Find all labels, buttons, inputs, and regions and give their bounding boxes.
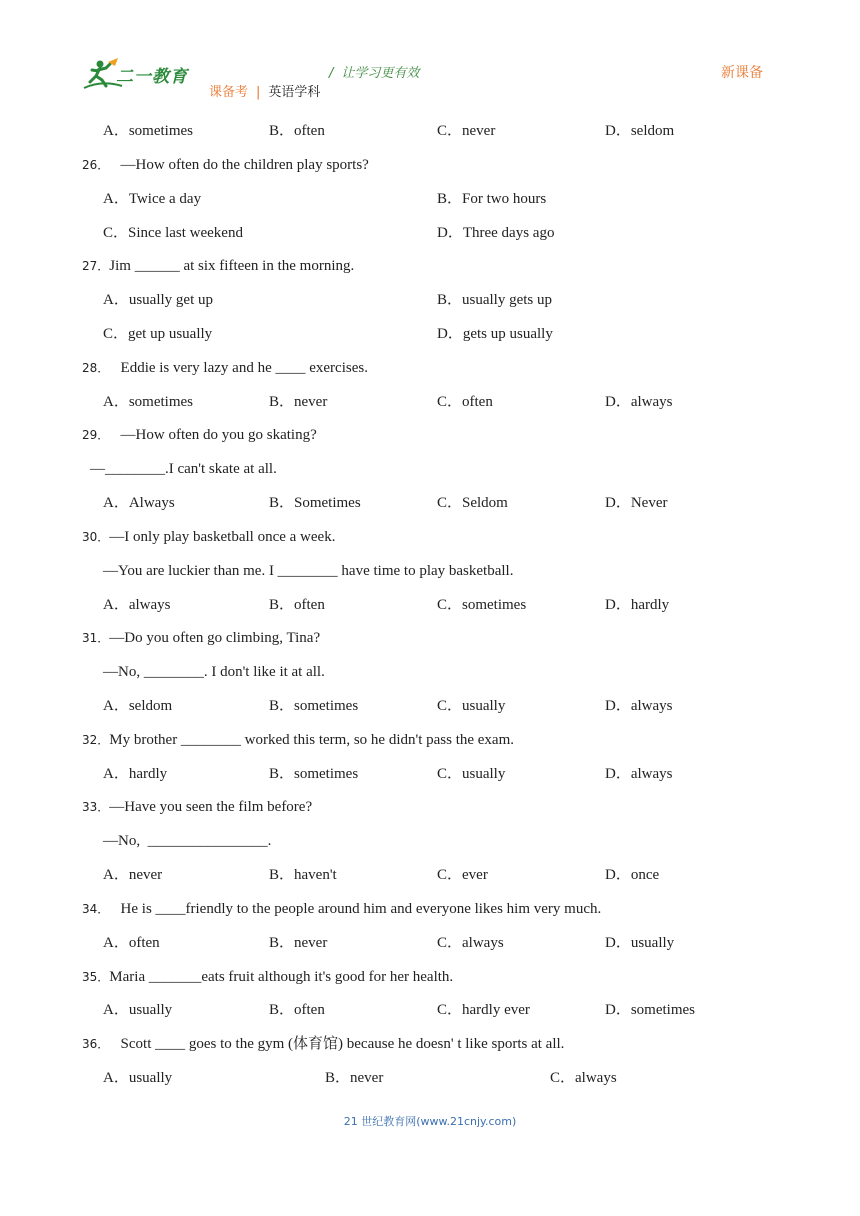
- question-stem: [82, 528, 335, 546]
- answer-option: D．always: [605, 698, 673, 714]
- question-number: 31．: [82, 631, 110, 645]
- answer-option: D．Never: [605, 495, 668, 511]
- subtitle: [209, 81, 320, 100]
- answer-option: D．always: [605, 766, 673, 782]
- answer-option: C．usually: [437, 766, 506, 782]
- dialogue-line: [103, 663, 325, 681]
- line-text: He is ____friendly to the people around him and everyone likes him very much.: [109, 901, 602, 917]
- answer-option: A．Twice a day: [103, 191, 202, 207]
- line-text: Jim ______ at six fifteen in the morning.: [109, 258, 355, 274]
- answer-option: B．usually gets up: [437, 292, 552, 308]
- line-text: Maria _______eats fruit although it's good for her health.: [109, 969, 454, 985]
- answer-option: B．often: [269, 1002, 325, 1018]
- answer-option: A．usually: [103, 1002, 173, 1018]
- dialogue-line: [103, 562, 513, 580]
- line-text: —You are luckier than me. I ________ have time to play basketball.: [103, 563, 514, 579]
- answer-option: D．hardly: [605, 597, 670, 613]
- answer-option: B．often: [269, 123, 325, 139]
- question-number: 30．: [82, 530, 110, 544]
- answer-option: B．never: [269, 394, 328, 410]
- answer-option: C．ever: [437, 867, 488, 883]
- answer-option: B．never: [269, 935, 328, 951]
- answer-option: D．gets up usually: [437, 326, 553, 342]
- answer-option: C．sometimes: [437, 597, 527, 613]
- question-number: 32．: [82, 733, 110, 747]
- answer-option: C．get up usually: [103, 326, 213, 342]
- question-stem: [82, 257, 354, 275]
- answer-option: A．Always: [103, 495, 175, 511]
- question-number: 35．: [82, 970, 110, 984]
- question-number: 29．: [82, 428, 110, 442]
- answer-option: C．often: [437, 394, 493, 410]
- answer-option: D．once: [605, 867, 660, 883]
- line-text: —Do you often go climbing, Tina?: [109, 630, 321, 646]
- answer-option: B．never: [325, 1070, 384, 1086]
- answer-option: C．Seldom: [437, 495, 508, 511]
- question-number: 34．: [82, 902, 110, 916]
- question-number: 36．: [82, 1037, 110, 1051]
- answer-option: B．For two hours: [437, 191, 547, 207]
- line-text: —How often do you go skating?: [109, 427, 317, 443]
- answer-option: C．Since last weekend: [103, 225, 243, 241]
- question-number: 26．: [82, 158, 110, 172]
- answer-option: A．usually get up: [103, 292, 213, 308]
- answer-option: B．sometimes: [269, 766, 359, 782]
- question-stem: [82, 629, 320, 647]
- question-number: 28．: [82, 361, 110, 375]
- answer-option: B．sometimes: [269, 698, 359, 714]
- question-number: 27．: [82, 259, 110, 273]
- question-stem: [82, 359, 368, 377]
- answer-option: A．always: [103, 597, 171, 613]
- dialogue-line: [90, 460, 277, 478]
- answer-option: D．Three days ago: [437, 225, 555, 241]
- answer-option: D．seldom: [605, 123, 675, 139]
- question-number: 33．: [82, 800, 110, 814]
- answer-option: C．usually: [437, 698, 506, 714]
- answer-option: C．never: [437, 123, 496, 139]
- line-text: —No, ________________.: [103, 833, 272, 849]
- question-stem: [82, 156, 369, 174]
- slogan-text: 让学习更有效: [341, 66, 420, 81]
- answer-option: D．usually: [605, 935, 675, 951]
- line-text: —I only play basketball once a week.: [109, 529, 336, 545]
- question-stem: [82, 426, 317, 444]
- line-text: —How often do the children play sports?: [109, 157, 369, 173]
- answer-option: A．sometimes: [103, 394, 193, 410]
- slogan: [329, 62, 419, 81]
- header-badge: 新课备: [721, 65, 763, 81]
- answer-option: C．hardly ever: [437, 1002, 530, 1018]
- answer-option: A．often: [103, 935, 160, 951]
- answer-option: B．haven't: [269, 867, 337, 883]
- subtitle-left: 课备考: [209, 85, 249, 100]
- question-stem: [82, 798, 312, 816]
- logo: [82, 58, 192, 92]
- answer-option: B．Sometimes: [269, 495, 361, 511]
- page-header: [0, 0, 860, 110]
- answer-option: B．often: [269, 597, 325, 613]
- answer-option: D．sometimes: [605, 1002, 695, 1018]
- answer-option: C．always: [550, 1070, 617, 1086]
- subtitle-subject: 英语学科: [268, 85, 321, 100]
- line-text: Scott ____ goes to the gym (体育馆) because he doesn' t like sports at all.: [109, 1036, 565, 1052]
- answer-option: A．hardly: [103, 766, 168, 782]
- question-stem: [82, 968, 453, 986]
- answer-option: A．never: [103, 867, 163, 883]
- slogan-slash: /: [329, 66, 334, 81]
- line-text: —________.I can't skate at all.: [90, 461, 277, 477]
- line-text: —No, ________. I don't like it at all.: [103, 664, 325, 680]
- dialogue-line: [103, 832, 271, 850]
- answer-option: D．always: [605, 394, 673, 410]
- question-stem: [82, 731, 514, 749]
- answer-option: A．seldom: [103, 698, 173, 714]
- page-footer: 21 世纪教育网(www.21cnjy.com): [343, 1115, 517, 1128]
- question-stem: [82, 900, 601, 918]
- logo-text: 二一教育: [116, 67, 188, 87]
- line-text: Eddie is very lazy and he ____ exercises.: [109, 360, 368, 376]
- question-stem: [82, 1035, 564, 1053]
- line-text: My brother ________ worked this term, so he didn't pass the exam.: [109, 732, 515, 748]
- answer-option: C．always: [437, 935, 504, 951]
- subtitle-separator: |: [256, 85, 261, 100]
- answer-option: A．usually: [103, 1070, 173, 1086]
- answer-option: A．sometimes: [103, 123, 193, 139]
- line-text: —Have you seen the film before?: [109, 799, 313, 815]
